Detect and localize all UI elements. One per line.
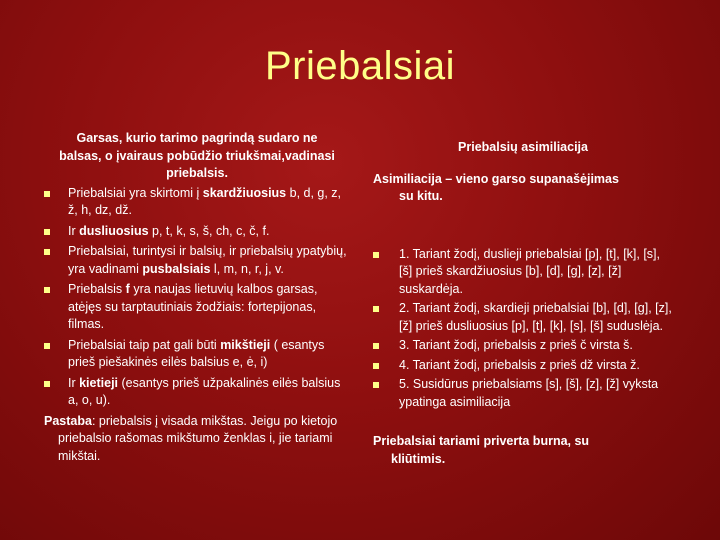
item-text: 3. Tariant žodį, priebalsis z prieš č virsta š. — [399, 338, 633, 352]
item-text: Priebalsiai yra skirtomi į — [68, 185, 203, 200]
list-item — [44, 281, 350, 334]
outro-line: Priebalsiai tariami priverta burna, su — [373, 434, 590, 448]
square-bullet-icon — [373, 252, 379, 258]
right-bullet-list — [373, 246, 673, 412]
square-bullet-icon — [44, 229, 50, 235]
square-bullet-icon — [373, 382, 379, 388]
item-text: b, d, g, z, ž, h, dz, dž. — [68, 185, 342, 217]
item-text: ( esantys prieš piešakinės eilės balsius e, ė, i) — [68, 337, 325, 369]
square-bullet-icon — [44, 191, 50, 197]
list-item — [44, 375, 350, 410]
definition-line: Asimiliacija – vieno garso supanašėjimas — [373, 171, 619, 186]
item-bold-term: kietieji — [79, 375, 119, 390]
item-text: Ir — [68, 375, 80, 390]
item-bold-term: skardžiuosius — [202, 185, 287, 200]
item-text: 4. Tariant žodį, priebalsis z prieš dž virsta ž. — [399, 357, 640, 372]
item-text: yra naujas lietuvių kalbos garsas, atėjęs su tarptautiniais žodžiais: fortepijonas, filmas. — [68, 282, 318, 331]
note-text: : priebalsis į visada mikštas. Jeigu po kietojo priebalsio rašomas mikštumo ženklas i, jie tariami mikštai. — [58, 413, 338, 463]
left-bullet-list — [44, 185, 350, 410]
slide-title: Priebalsiai — [264, 44, 456, 88]
item-text: Priebalsiai taip pat gali būti — [68, 337, 221, 352]
square-bullet-icon — [44, 249, 50, 255]
item-bold-term: f — [125, 282, 130, 296]
definition-line: su kitu. — [399, 189, 443, 203]
square-bullet-icon — [373, 363, 379, 369]
list-item — [44, 185, 350, 220]
item-bold-term: mikštieji — [220, 337, 271, 352]
item-text: p, t, k, s, š, ch, c, č, f. — [148, 223, 270, 238]
square-bullet-icon — [44, 381, 50, 387]
list-item — [373, 357, 673, 375]
item-text: 1. Tariant žodį, duslieji priebalsiai [p], [t], [k], [s], [š] prieš skardžiuosius [b], [d], [g], [z], [ž] suskardėja. — [399, 246, 660, 296]
item-text: 5. Susidūrus priebalsiams [s], [š], [z], [ž] vyksta ypatinga asimiliacija — [399, 377, 659, 409]
item-bold-term: dusliuosius — [79, 223, 149, 238]
square-bullet-icon — [44, 343, 50, 349]
assimilation-definition — [373, 171, 673, 206]
list-item — [44, 223, 350, 241]
right-title: Priebalsių asimiliacija — [458, 140, 588, 154]
list-item — [44, 243, 350, 278]
list-item — [373, 337, 673, 355]
right-outro — [373, 433, 673, 468]
list-item — [373, 246, 673, 299]
list-item — [44, 337, 350, 372]
square-bullet-icon — [373, 343, 379, 349]
square-bullet-icon — [44, 287, 50, 293]
square-bullet-icon — [373, 306, 379, 312]
right-column — [373, 139, 673, 468]
outro-line: kliūtimis. — [391, 451, 446, 466]
item-text: Priebalsiai, turintysi ir balsių, ir priebalsių ypatybių, yra vadinami — [68, 244, 347, 276]
item-text: Priebalsis — [68, 282, 126, 296]
left-intro: Garsas, kurio tarimo pagrindą sudaro ne balsas, o įvairaus pobūdžio triukšmai,vadinasi priebalsis. — [59, 131, 335, 180]
item-text: l, m, n, r, j, v. — [210, 261, 284, 276]
note-label: Pastaba — [44, 413, 92, 428]
left-column — [44, 130, 350, 465]
note — [44, 413, 350, 466]
item-text: Ir — [68, 223, 80, 238]
list-item — [373, 376, 673, 411]
item-bold-term: pusbalsiais — [142, 261, 211, 276]
item-text: 2. Tariant žodį, skardieji priebalsiai [b], [d], [g], [z], [ž] prieš dusliuosius [p], [t], [k], [s], [š] suduslėja. — [399, 301, 672, 333]
item-text: (esantys prieš užpakalinės eilės balsius a, o, u). — [68, 375, 341, 407]
list-item — [373, 300, 673, 335]
